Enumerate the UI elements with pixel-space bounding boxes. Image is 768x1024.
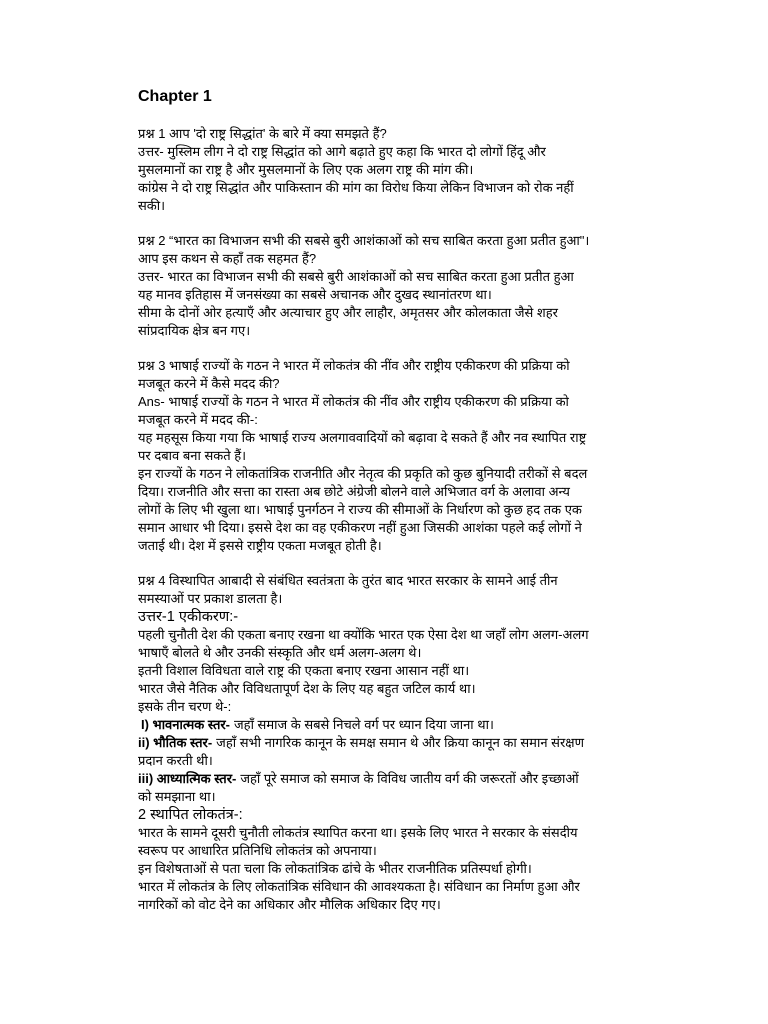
- answer-line: यह महसूस किया गया कि भाषाई राज्य अलगाववादियों को बढ़ावा दे सकते हैं और नव स्थापित राष्ट्र: [138, 430, 587, 445]
- answer-line: पहली चुनौती देश की एकता बनाए रखना था क्योंकि भारत एक ऐसा देश था जहाँ लोग अलग-अलग: [138, 627, 589, 642]
- answer-line: इन विशेषताओं से पता चला कि लोकतांत्रिक ढांचे के भीतर राजनीतिक प्रतिस्पर्धा होगी।: [138, 861, 532, 876]
- question-line: मजबूत करने में कैसे मदद की?: [138, 376, 280, 391]
- stage-label: ii) भौतिक स्तर-: [138, 735, 213, 750]
- question-1-section: [138, 125, 738, 215]
- stage-text: जहाँ समाज के सबसे निचले वर्ग पर ध्यान दिया जाना था।: [234, 717, 494, 732]
- question-line: प्रश्न 3 भाषाई राज्यों के गठन ने भारत में लोकतंत्र की नींव और राष्ट्रीय एकीकरण की प्रक्रिया को: [138, 358, 570, 373]
- answer-line: यह मानव इतिहास में जनसंख्या का सबसे अचानक और दुखद स्थानांतरण था।: [138, 287, 492, 302]
- question-line: प्रश्न 4 विस्थापित आबादी से संबंधित स्वतंत्रता के तुरंत बाद भारत सरकार के सामने आई तीन: [138, 573, 558, 588]
- stage-text: जहाँ पूरे समाज को समाज के विविध जातीय वर्ग की जरूरतों और इच्छाओं: [240, 771, 579, 786]
- answer-line: भारत जैसे नैतिक और विविधतापूर्ण देश के लिए यह बहुत जटिल कार्य था।: [138, 681, 476, 696]
- stage-text: जहाँ सभी नागरिक कानून के समक्ष समान थे और क्रिया कानून का समान संरक्षण: [216, 735, 584, 750]
- question-line: समस्याओं पर प्रकाश डालता है।: [138, 591, 283, 606]
- stage-item: [138, 734, 738, 752]
- question-3-section: [138, 357, 738, 555]
- answer-line: लोगों के लिए भी खुला था। भाषाई पुनर्गठन ने राज्य की सीमाओं के निर्धारण को कुछ हद तक एक: [138, 502, 582, 517]
- question-line: आप इस कथन से कहाँ तक सहमत हैं?: [138, 251, 317, 266]
- answer-heading-democracy: 2 स्थापित लोकतंत्र-:: [138, 807, 243, 823]
- question-line: प्रश्न 1 आप 'दो राष्ट्र सिद्धांत' के बारे में क्या समझते हैं?: [138, 126, 387, 141]
- answer-line: स्वरूप पर आधारित प्रतिनिधि लोकतंत्र को अपनाया।: [138, 843, 377, 858]
- answer-line: इसके तीन चरण थे-:: [138, 699, 232, 714]
- answer-line: भारत में लोकतंत्र के लिए लोकतांत्रिक संविधान की आवश्यकता है। संविधान का निर्माण हुआ और: [138, 879, 580, 894]
- document-page: [138, 86, 738, 914]
- answer-heading-integration: उत्तर-1 एकीकरण:-: [138, 609, 239, 625]
- answer-line: उत्तर- मुस्लिम लीग ने दो राष्ट्र सिद्धांत को आगे बढ़ाते हुए कहा कि भारत दो लोगों हिंदू और: [138, 144, 546, 159]
- answer-line: पर दबाव बना सकते हैं।: [138, 448, 247, 463]
- question-line: प्रश्न 2 “भारत का विभाजन सभी की सबसे बुरी आशंकाओं को सच साबित करता हुआ प्रतीत हुआ"।: [138, 233, 590, 248]
- answer-line: समान आधार भी दिया। इससे देश का वह एकीकरण नहीं हुआ जिसकी आशंका पहले कई लोगों ने: [138, 520, 582, 535]
- answer-line: भाषाएँ बोलते थे और उनकी संस्कृति और धर्म अलग-अलग थे।: [138, 645, 422, 660]
- answer-line: मजबूत करने में मदद की-:: [138, 412, 258, 427]
- answer-line: नागरिकों को वोट देने का अधिकार और मौलिक अधिकार दिए गए।: [138, 897, 441, 912]
- answer-line: सकी।: [138, 198, 166, 213]
- answer-line: सीमा के दोनों ओर हत्याएँ और अत्याचार हुए और लाहौर, अमृतसर और कोलकाता जैसे शहर: [138, 305, 558, 320]
- answer-line: उत्तर- भारत का विभाजन सभी की सबसे बुरी आशंकाओं को सच साबित करता हुआ प्रतीत हुआ: [138, 269, 574, 284]
- answer-line: कांग्रेस ने दो राष्ट्र सिद्धांत और पाकिस्तान की मांग का विरोध किया लेकिन विभाजन को रोक नहीं: [138, 180, 574, 195]
- stage-text-continuation: को समझाना था।: [138, 789, 216, 804]
- answer-line: भारत के सामने दूसरी चुनौती लोकतंत्र स्थापित करना था। इसके लिए भारत ने सरकार के संसदीय: [138, 825, 578, 840]
- question-4-section: [138, 572, 738, 914]
- answer-line: मुसलमानों का राष्ट्र है और मुसलमानों के लिए एक अलग राष्ट्र की मांग की।: [138, 162, 474, 177]
- answer-line: इन राज्यों के गठन ने लोकतांत्रिक राजनीति और नेतृत्व की प्रकृति को कुछ बुनियादी तरीकों से बदल: [138, 466, 588, 481]
- answer-line: जताई थी। देश में इससे राष्ट्रीय एकता मजबूत होती है।: [138, 538, 382, 553]
- answer-line: इतनी विशाल विविधता वाले राष्ट्र की एकता बनाए रखना आसान नहीं था।: [138, 663, 470, 678]
- chapter-title: Chapter 1: [138, 88, 212, 105]
- answer-line: दिया। राजनीति और सत्ता का रास्ता अब छोटे अंग्रेजी बोलने वाले अभिजात वर्ग के अलावा अन्य: [138, 484, 570, 499]
- stage-label: iii) आध्यात्मिक स्तर-: [138, 771, 237, 786]
- question-2-section: [138, 232, 738, 340]
- stage-text-continuation: प्रदान करती थी।: [138, 753, 213, 768]
- stage-item: [138, 716, 738, 734]
- stage-item: [138, 770, 738, 788]
- answer-line: सांप्रदायिक क्षेत्र बन गए।: [138, 323, 251, 338]
- stage-label: I) भावनात्मक स्तर-: [141, 717, 231, 732]
- answer-line: Ans- भाषाई राज्यों के गठन ने भारत में लोकतंत्र की नींव और राष्ट्रीय एकीकरण की प्रक्रिया को: [138, 394, 569, 409]
